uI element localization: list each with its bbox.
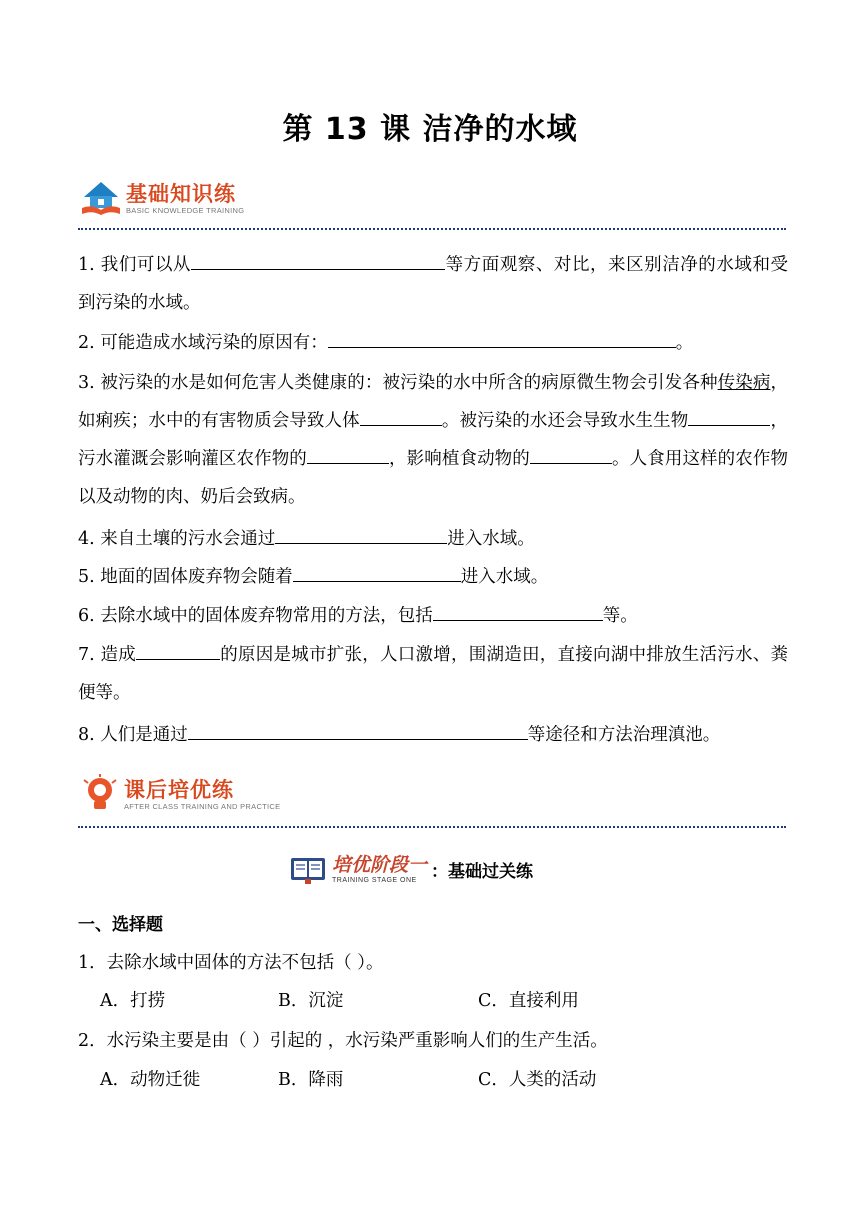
question-3: [78, 364, 788, 516]
answer-blank[interactable]: [328, 327, 676, 348]
question-text: 6. 去除水域中的固体废弃物常用的方法，包括: [78, 606, 433, 626]
mc-question-1: 1．去除水域中固体的方法不包括（ ）。: [78, 953, 384, 973]
badge-subtitle: AFTER CLASS TRAINING AND PRACTICE: [124, 801, 281, 811]
underlined-term: 传染病: [717, 373, 771, 393]
badge-subtitle: BASIC KNOWLEDGE TRAINING: [126, 205, 245, 215]
question-text: 8. 人们是通过: [78, 725, 188, 745]
question-text: 。人食用这样的农作物以及动物的肉、奶后会致病。: [78, 449, 788, 507]
answer-blank[interactable]: [307, 443, 389, 464]
answer-blank[interactable]: [530, 443, 612, 464]
question-text: 4. 来自土壤的污水会通过: [78, 529, 276, 549]
stage-label: ：基础过关练: [431, 862, 534, 882]
training-stage-header: [290, 854, 533, 885]
house-book-icon: [80, 180, 122, 216]
question-6: [78, 597, 788, 635]
option-c[interactable]: C．直接利用: [478, 991, 579, 1011]
answer-blank[interactable]: [275, 523, 447, 544]
question-text: 5. 地面的固体废弃物会随着: [78, 567, 293, 587]
question-text: ，污水灌溉会影响灌区农作物的: [78, 411, 788, 469]
option-c[interactable]: C．人类的活动: [478, 1070, 597, 1090]
stage-title: 培优阶段一: [332, 854, 428, 876]
answer-blank[interactable]: [433, 600, 603, 621]
question-2: [78, 324, 788, 362]
part-heading: 一、选择题: [78, 915, 163, 935]
answer-blank[interactable]: [188, 719, 528, 740]
answer-blank[interactable]: [293, 561, 461, 582]
page-title: 第 13 课 洁净的水域: [282, 112, 578, 147]
option-b[interactable]: B．沉淀: [278, 991, 344, 1011]
badge-title: 基础知识练: [126, 181, 236, 206]
option-a[interactable]: A．动物迁徙: [100, 1070, 201, 1090]
lightbulb-icon: [80, 774, 120, 814]
book-icon: [290, 855, 326, 885]
question-text: ，影响植食动物的: [388, 449, 530, 469]
mc-question-2: 2．水污染主要是由（ ）引起的 ，水污染严重影响人们的生产生活。: [78, 1031, 608, 1051]
question-8: [78, 716, 788, 754]
question-text: 等。: [602, 606, 638, 626]
question-text: 进入水域。: [460, 567, 549, 587]
answer-blank[interactable]: [191, 249, 445, 270]
answer-blank[interactable]: [688, 405, 770, 426]
option-a[interactable]: A．打捞: [100, 991, 166, 1011]
question-text: 进入水域。: [447, 529, 535, 549]
option-b[interactable]: B．降雨: [278, 1070, 344, 1090]
question-text: 等方面观察、对比，来区别洁净的水域和受到污染的水域。: [78, 255, 788, 313]
section-divider: [78, 228, 786, 230]
basic-knowledge-badge: [80, 180, 244, 216]
section-divider: [78, 826, 786, 828]
badge-title: 课后培优练: [124, 777, 234, 802]
question-1: [78, 246, 788, 322]
question-text: 等途径和方法治理滇池。: [527, 725, 721, 745]
question-text: 1. 我们可以从: [78, 255, 192, 275]
question-text: 。: [675, 333, 694, 353]
stage-subtitle: TRAINING STAGE ONE: [332, 877, 417, 884]
question-5: [78, 558, 788, 596]
question-text: ，如痢疾；水中的有害物质会导致人体: [78, 373, 788, 431]
question-text: 。被污染的水还会导致水生生物: [441, 411, 689, 431]
question-7: [78, 636, 788, 712]
question-text: 3. 被污染的水是如何危害人类健康的：被污染的水中所含的病原微生物会引发各种: [78, 373, 718, 393]
question-text: 2. 可能造成水域污染的原因有：: [78, 333, 328, 353]
question-4: [78, 520, 788, 558]
answer-blank[interactable]: [360, 405, 442, 426]
question-text: 的原因是城市扩张，人口激增，围湖造田，直接向湖中排放生活污水、粪便等。: [78, 645, 788, 703]
question-text: 7. 造成: [78, 645, 137, 665]
answer-blank[interactable]: [136, 639, 220, 660]
after-class-badge: [80, 774, 280, 814]
